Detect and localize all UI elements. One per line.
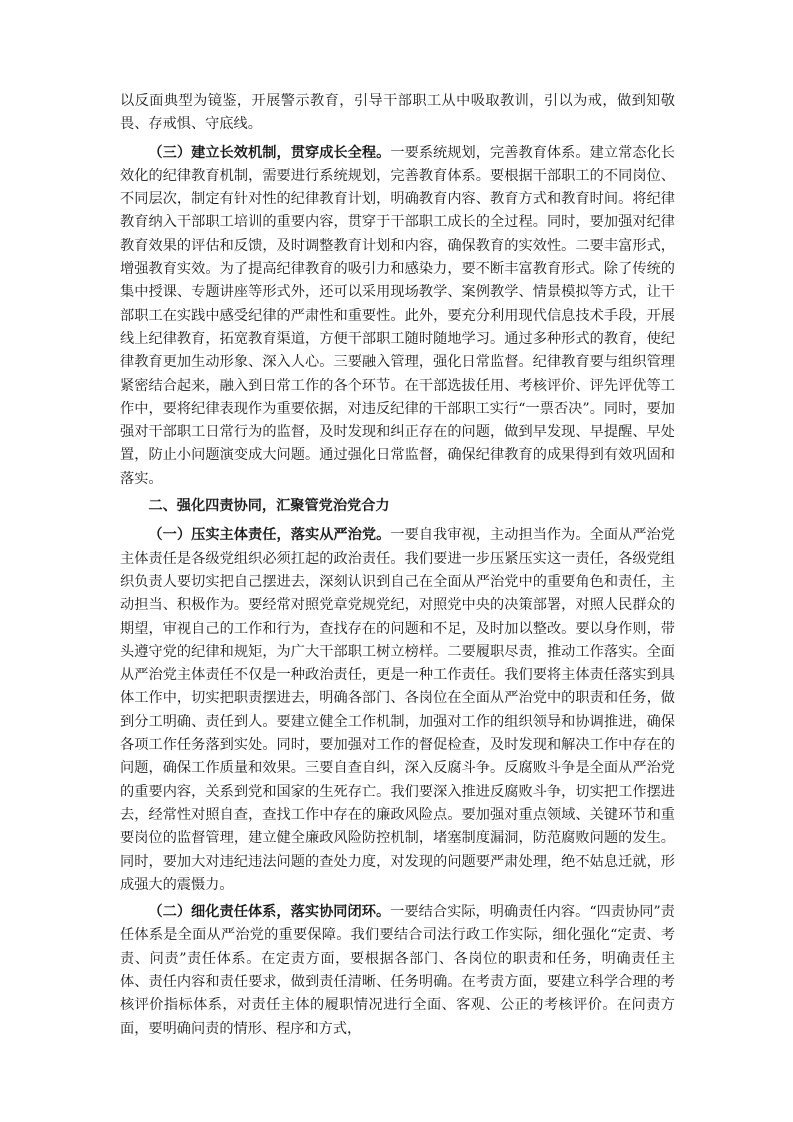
section-heading: 二、强化四责协同，汇聚管党治党合力 [148,498,390,515]
paragraph-lead: （一）压实主体责任，落实从严治党。 [148,527,391,544]
paragraph-warning-education [120,90,675,137]
paragraph-body: 以反面典型为镜鉴，开展警示教育，引导干部职工从中吸取教训，引以为戒，做到知敬畏、存戒惧、守底线。 [120,93,675,133]
paragraph-body: 一要结合实际，明确责任内容。“四责协同”责任体系是全面从严治党的重要保障。我们要结合司法行政工作实际，细化强化“定责、考责、问责”责任体系。在定责方面，要根据各部门、各岗位的职责和任务，明确责任主体、责任内容和责任要求，做到责任清晰、任务明确。在考责方面，要建立科学合理的考核评价指标体系，对责任主体的履职情况进行全面、客观、公正的考核评价。在问责方面，要明确问责的情形、程序和方式， [120,904,675,1037]
paragraph-lead: （三）建立长效机制，贯穿成长全程。 [148,144,391,161]
document-page [120,90,675,1045]
paragraph-responsibility-system [120,901,675,1041]
paragraph-body: 一要系统规划，完善教育体系。建立常态化长效化的纪律教育机制，需要进行系统规划，完善教育体系。要根据干部职工的不同岗位、不同层次，制定有针对性的纪律教育计划，明确教育内容、教育方式和教育时间。将纪律教育纳入干部职工培训的重要内容，贯穿于干部职工成长的全过程。同时，要加强对纪律教育效果的评估和反馈，及时调整教育计划和内容，确保教育的实效性。二要丰富形式，增强教育实效。为了提高纪律教育的吸引力和感染力，要不断丰富教育形式。除了传统的集中授课、专题讲座等形式外，还可以采用现场教学、案例教学、情景模拟等方式，让干部职工在实践中感受纪律的严肃性和重要性。此外，要充分利用现代信息技术手段，开展线上纪律教育，拓宽教育渠道，方便干部职工随时随地学习。通过多种形式的教育，使纪律教育更加生动形象、深入人心。三要融入管理，强化日常监督。纪律教育要与组织管理紧密结合起来，融入到日常工作的各个环节。在干部选拔任用、考核评价、评先评优等工作中，要将纪律表现作为重要依据，对违反纪律的干部职工实行“一票否决”。同时，要加强对干部职工日常行为的监督，及时发现和纠正存在的问题，做到早发现、早提醒、早处置，防止小问题演变成大问题。通过强化日常监督，确保纪律教育的成果得到有效巩固和落实。 [120,144,675,487]
paragraph-body: 一要自我审视，主动担当作为。全面从严治党主体责任是各级党组织必须扛起的政治责任。我们要进一步压紧压实这一责任，各级党组织负责人要切实把自己摆进去，深刻认识到自己在全面从严治党中的重要角色和责任，主动担当、积极作为。要经常对照党章党规党纪，对照党中央的决策部署，对照人民群众的期望，审视自己的工作和行为，查找存在的问题和不足，及时加以整改。要以身作则，带头遵守党的纪律和规矩，为广大干部职工树立榜样。二要履职尽责，推动工作落实。全面从严治党主体责任不仅是一种政治责任，更是一种工作责任。我们要将主体责任落实到具体工作中，切实把职责摆进去，明确各部门、各岗位在全面从严治党中的职责和任务，做到分工明确、责任到人。要建立健全工作机制，加强对工作的组织领导和协调推进，确保各项工作任务落到实处。同时，要加强对工作的督促检查，及时发现和解决工作中存在的问题，确保工作质量和效果。三要自查自纠，深入反腐斗争。反腐败斗争是全面从严治党的重要内容，关系到党和国家的生死存亡。我们要深入推进反腐败斗争，切实把工作摆进去，经常性对照自查，查找工作中存在的廉政风险点。要加强对重点领域、关键环节和重要岗位的监督管理，建立健全廉政风险防控机制，堵塞制度漏洞，防范腐败问题的发生。同时，要加大对违纪违法问题的查处力度，对发现的问题要严肃处理，绝不姑息迁就，形成强大的震慑力。 [120,527,675,893]
paragraph-lead: （二）细化责任体系，落实协同闭环。 [148,904,391,921]
paragraph-long-term-mechanism [120,142,675,491]
paragraph-main-responsibility [120,524,675,897]
